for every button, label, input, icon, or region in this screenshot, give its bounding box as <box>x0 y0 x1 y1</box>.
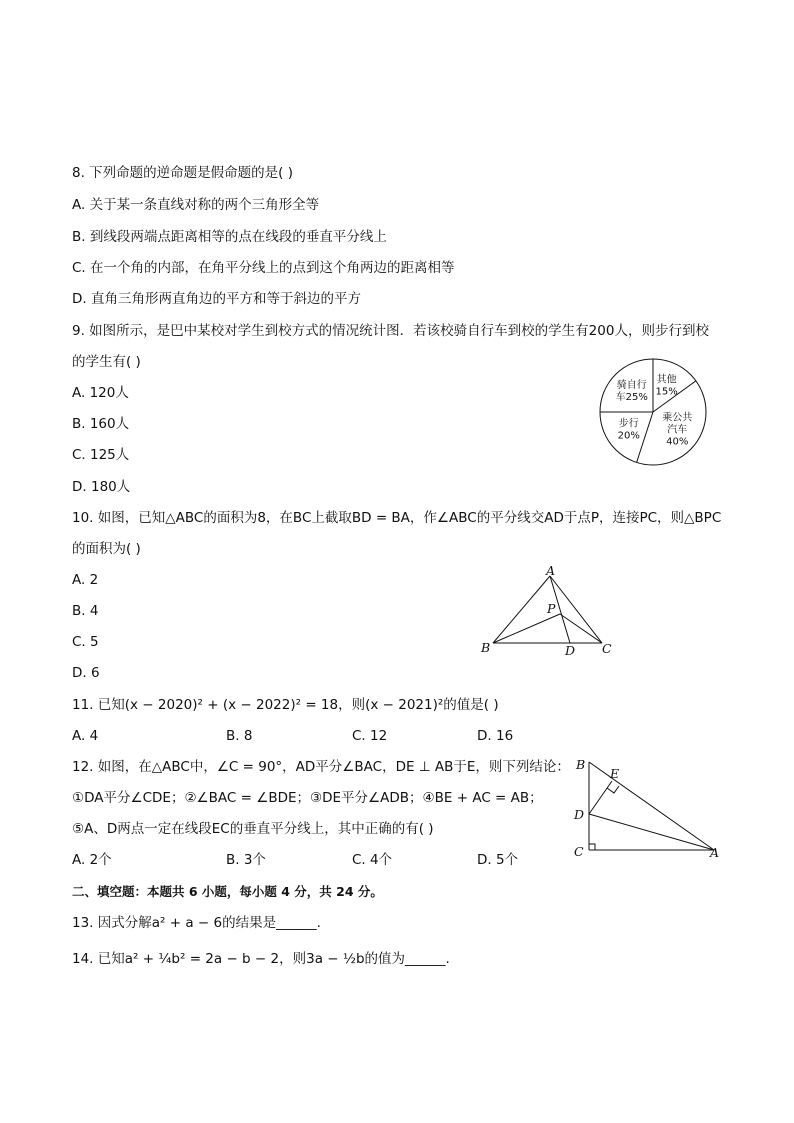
pie-slice-percent-label: 车25% <box>615 391 648 403</box>
q10-label-a: A <box>546 563 556 578</box>
q12-option-b: B. 3个 <box>226 852 266 868</box>
q12-line3: ⑤A、D两点一定在线段EC的垂直平分线上，其中正确的有( ) <box>72 821 434 837</box>
q8-stem: 8. 下列命题的逆命题是假命题的是( ) <box>72 165 293 181</box>
pie-slice-name-label: 骑自行 <box>616 379 647 391</box>
q11-option-b: B. 8 <box>226 728 253 744</box>
q10-option-d: D. 6 <box>72 665 100 681</box>
q12-label-a: A <box>710 845 720 860</box>
q9-option-d: D. 180人 <box>72 479 131 495</box>
q10-side-ac <box>550 576 602 643</box>
q12-stem: 12. 如图，在△ABC中，∠C = 90°，AD平分∠BAC，DE ⊥ AB于E，则下列结论： <box>72 759 570 775</box>
q9-option-a: A. 120人 <box>72 385 129 401</box>
q12-option-d: D. 5个 <box>477 852 519 868</box>
q12-segment-ad <box>589 814 714 850</box>
q8-option-c: C. 在一个角的内部，在角平分线上的点到这个角两边的距离相等 <box>72 260 455 276</box>
q8-option-d: D. 直角三角形两直角边的平方和等于斜边的平方 <box>72 291 361 307</box>
pie-slice-percent-label: 20% <box>617 430 640 442</box>
q10-option-b: B. 4 <box>72 603 99 619</box>
q12-segment-de <box>589 781 612 814</box>
q10-segment-bp <box>493 614 560 643</box>
q12-right-angle-e <box>607 786 619 793</box>
pie-slice-percent-label: 15% <box>655 386 678 398</box>
q10-option-a: A. 2 <box>72 572 99 588</box>
q12-label-c: C <box>574 844 584 859</box>
section-2-heading: 二、填空题：本题共 6 小题，每小题 4 分，共 24 分。 <box>72 884 383 899</box>
q11-option-a: A. 4 <box>72 728 99 744</box>
q9-stem-line1: 9. 如图所示，是巴中某校对学生到校方式的情况统计图．若该校骑自行车到校的学生有200人，则步行到校 <box>72 323 709 339</box>
q12-label-e: E <box>610 766 620 781</box>
q12-right-triangle-figure <box>572 756 732 866</box>
q11-option-c: C. 12 <box>352 728 388 744</box>
pie-chart <box>598 357 708 467</box>
q11-stem: 11. 已知(x − 2020)² + (x − 2022)² = 18，则(x − 2021)²的值是( ) <box>72 697 499 713</box>
q10-triangle-figure <box>478 564 618 659</box>
q12-line2: ①DA平分∠CDE；②∠BAC = ∠BDE；③DE平分∠ADB；④BE + AC = AB； <box>72 790 543 806</box>
q9-stem-line2: 的学生有( ) <box>72 354 141 370</box>
q12-label-d: D <box>574 807 585 822</box>
q10-label-b: B <box>481 640 491 655</box>
q9-option-b: B. 160人 <box>72 416 130 432</box>
pie-slice-name-label: 汽车 <box>667 424 688 436</box>
q12-option-a: A. 2个 <box>72 852 112 868</box>
pie-slice-name-label: 乘公共 <box>662 412 693 424</box>
q12-side-ab <box>589 762 714 850</box>
q12-option-c: C. 4个 <box>352 852 393 868</box>
q10-stem-line2: 的面积为( ) <box>72 541 141 557</box>
pie-slice-name-label: 其他 <box>656 374 677 386</box>
q12-label-b: B <box>576 757 586 772</box>
q10-label-d: D <box>565 643 576 658</box>
q9-option-c: C. 125人 <box>72 447 130 463</box>
q10-label-c: C <box>602 641 612 656</box>
q10-side-ab <box>493 576 550 643</box>
q10-option-c: C. 5 <box>72 634 99 650</box>
q10-stem-line1: 10. 如图，已知△ABC的面积为8，在BC上截取BD = BA，作∠ABC的平分线交AD于点P，连接PC，则△BPC <box>72 510 722 526</box>
pie-slice-percent-label: 40% <box>666 436 689 448</box>
q10-label-p: P <box>547 601 556 616</box>
q13-stem: 13. 因式分解a² + a − 6的结果是______. <box>72 915 321 931</box>
pie-slice-name-label: 步行 <box>618 418 639 430</box>
q12-right-angle-c <box>589 844 595 850</box>
q11-option-d: D. 16 <box>477 728 514 744</box>
q14-stem: 14. 已知a² + ¼b² = 2a − b − 2，则3a − ½b的值为______. <box>72 951 450 967</box>
q8-option-a: A. 关于某一条直线对称的两个三角形全等 <box>72 197 320 213</box>
q10-segment-pc <box>560 614 602 643</box>
q8-option-b: B. 到线段两端点距离相等的点在线段的垂直平分线上 <box>72 229 387 245</box>
